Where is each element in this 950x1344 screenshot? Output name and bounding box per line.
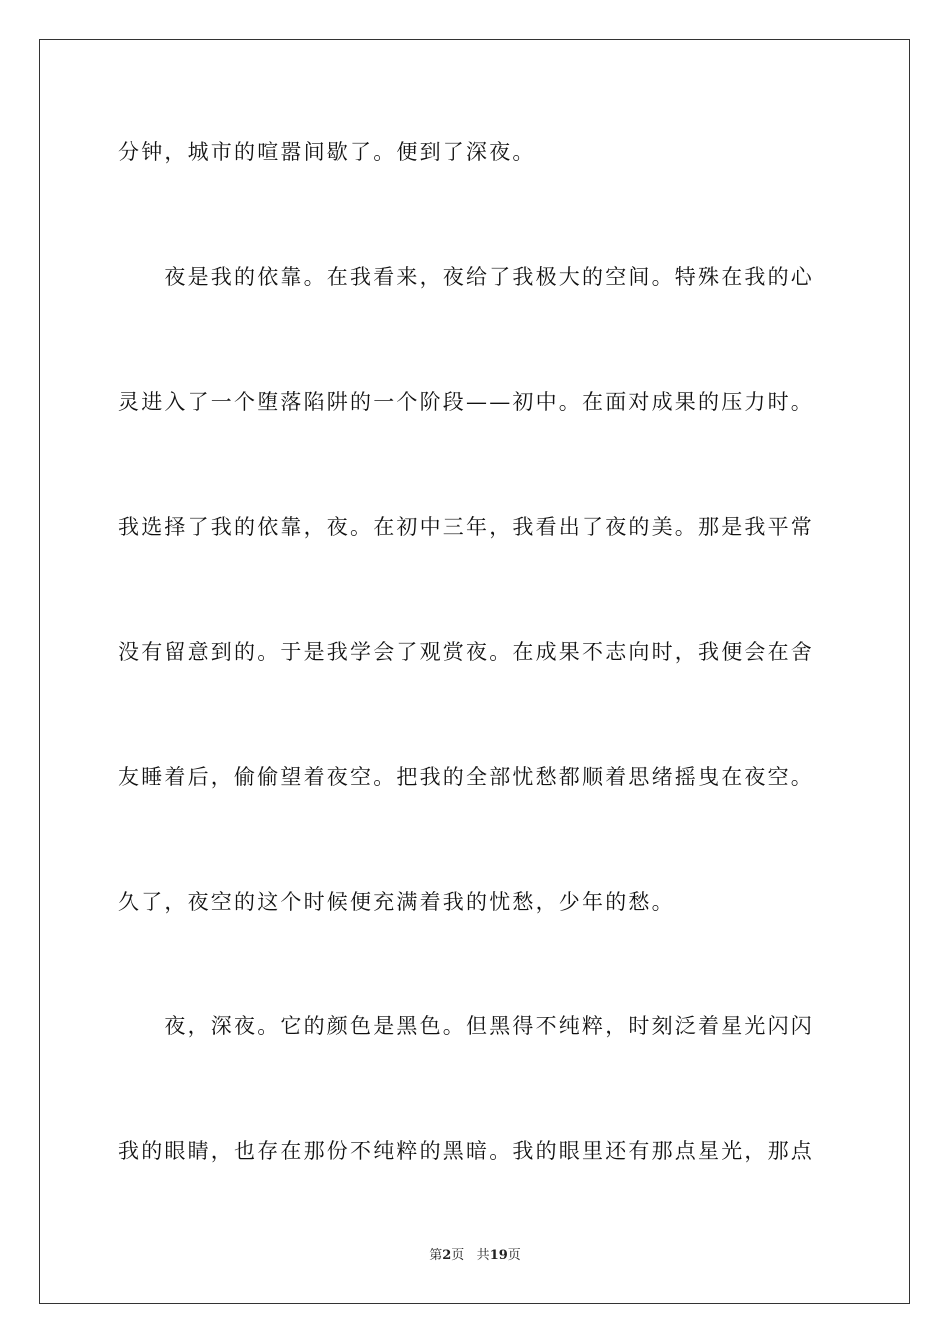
text-line-3: 灵进入了一个堕落陷阱的一个阶段——初中。在面对成果的压力时。: [118, 390, 814, 414]
text-line-4: 我选择了我的依靠，夜。在初中三年，我看出了夜的美。那是我平常: [118, 515, 814, 539]
page-border: [39, 39, 910, 1304]
page-prefix: 第: [429, 1248, 443, 1263]
text-line-1: 分钟，城市的喧嚣间歇了。便到了深夜。: [118, 140, 536, 164]
page-number: 2: [442, 1248, 452, 1263]
text-line-9: 我的眼睛，也存在那份不纯粹的黑暗。我的眼里还有那点星光，那点: [118, 1139, 814, 1163]
page-footer: [0, 1248, 950, 1264]
text-line-5: 没有留意到的。于是我学会了观赏夜。在成果不志向时，我便会在舍: [118, 640, 814, 664]
text-line-2: 夜是我的依靠。在我看来，夜给了我极大的空间。特殊在我的心: [118, 265, 814, 289]
text-line-7: 久了，夜空的这个时候便充满着我的忧愁，少年的愁。: [118, 890, 675, 914]
total-suffix: 页: [507, 1248, 521, 1263]
total-prefix: 共: [476, 1248, 490, 1263]
text-line-6: 友睡着后，偷偷望着夜空。把我的全部忧愁都顺着思绪摇曳在夜空。: [118, 765, 814, 789]
page-suffix: 页: [451, 1248, 465, 1263]
total-pages: 19: [489, 1248, 508, 1263]
text-line-8: 夜，深夜。它的颜色是黑色。但黑得不纯粹，时刻泛着星光闪闪: [118, 1014, 814, 1038]
